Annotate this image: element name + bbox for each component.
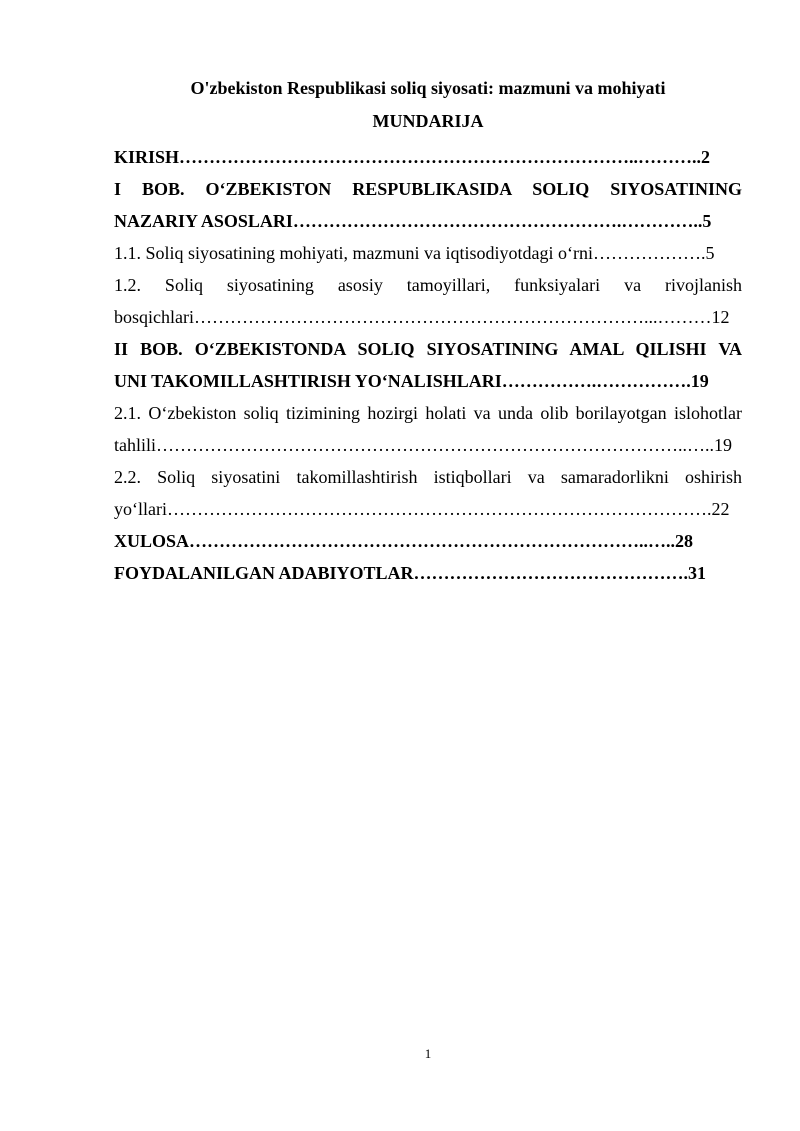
toc-entry-section-2-2-cont: yo‘llari……………………………………………………………………………….22 [114,499,730,519]
toc-entry-chapter-2-title-cont: UNI TAKOMILLASHTIRISH YO‘NALISHLARI…………….…………….19 [114,371,709,391]
toc-entry-xulosa: XULOSA…………………………………………………………………..…..28 [114,531,694,551]
toc-entry-adabiyotlar: FOYDALANILGAN ADABIYOTLAR……………………………………….31 [114,563,707,583]
toc-entry-section-2-1-cont: tahlili……………………………………………………………………………..…..19 [114,435,732,455]
toc-heading: MUNDARIJA [372,111,484,131]
toc-entry-chapter-2-title: II BOB. O‘ZBEKISTONDA SOLIQ SIYOSATINING AMAL QILISHI VA [114,339,742,359]
toc-entry-section-2-1: 2.1. O‘zbekiston soliq tizimining hozirgi holati va unda olib borilayotgan islohotlar [114,403,742,423]
page-number: 1 [424,1046,432,1061]
toc-entry-section-2-2: 2.2. Soliq siyosatini takomillashtirish istiqbollari va samaradorlikni oshirish [114,467,742,487]
toc-entry-section-1-2: 1.2. Soliq siyosatining asosiy tamoyillari, funksiyalari va rivojlanish [114,275,742,295]
toc-entry-kirish: KIRISH…………………………………………………………………..………..2 [114,147,711,167]
toc-entry-chapter-1-title: I BOB. O‘ZBEKISTON RESPUBLIKASIDA SOLIQ SIYOSATINING [114,179,742,199]
toc-entry-section-1-1: 1.1. Soliq siyosatining mohiyati, mazmuni va iqtisodiyotdagi o‘rni……………….5 [114,243,715,263]
toc-entry-chapter-1-title-cont: NAZARIY ASOSLARI……………………………………………….…………..5 [114,211,712,231]
toc-entry-section-1-2-cont: bosqichlari…………………………………………………………………...………12 [114,307,730,327]
document-title: O'zbekiston Respublikasi soliq siyosati: mazmuni va mohiyati [190,78,666,98]
table-of-contents [114,141,742,589]
